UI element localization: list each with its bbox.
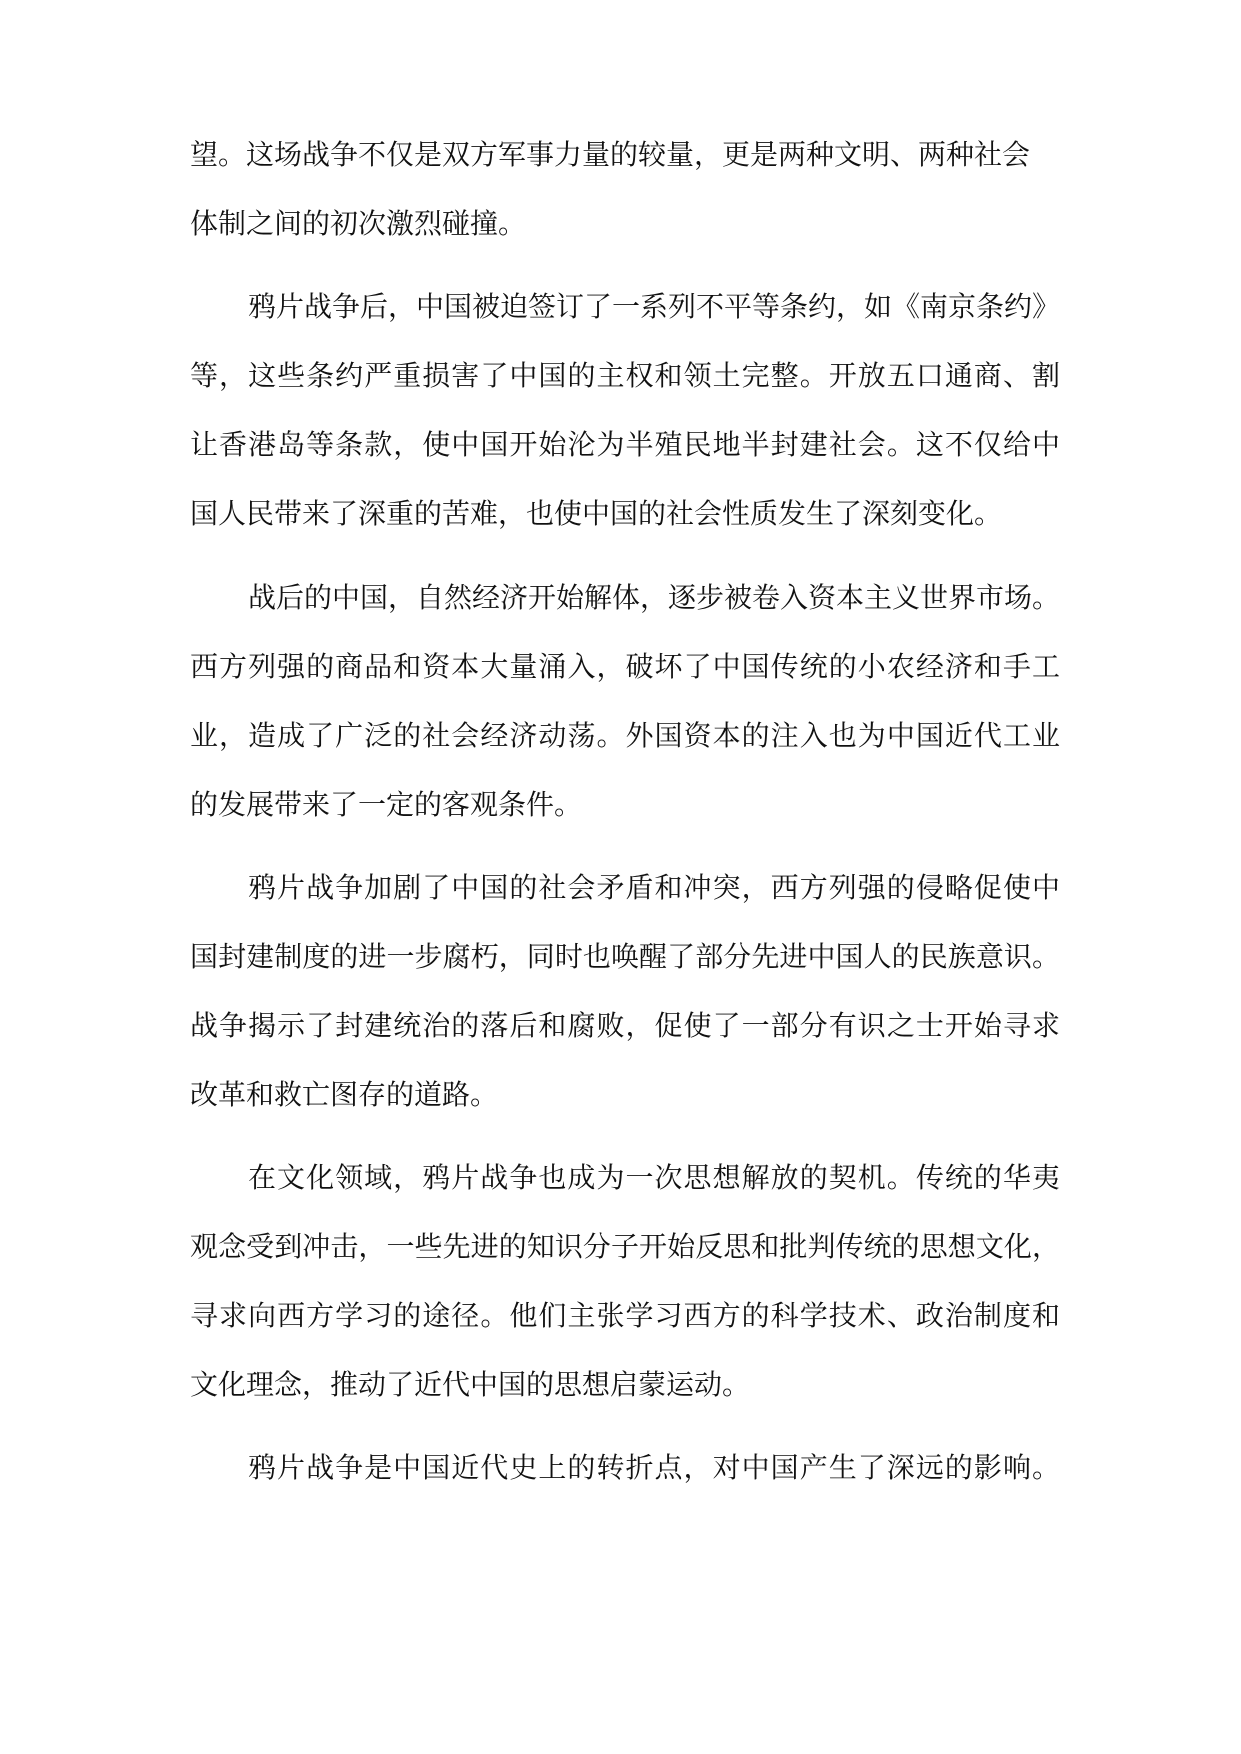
text-line: 让香港岛等条款，使中国开始沦为半殖民地半封建社会。这不仅给中 xyxy=(190,428,1060,461)
text-line: 改革和救亡图存的道路。 xyxy=(190,1078,499,1111)
text-line: 战争揭示了封建统治的落后和腐败，促使了一部分有识之士开始寻求 xyxy=(190,1009,1060,1042)
text-line: 鸦片战争是中国近代史上的转折点，对中国产生了深远的影响。 xyxy=(248,1451,1060,1484)
text-line: 在文化领域，鸦片战争也成为一次思想解放的契机。传统的华夷 xyxy=(248,1161,1060,1194)
text-line: 国人民带来了深重的苦难，也使中国的社会性质发生了深刻变化。 xyxy=(190,497,1003,530)
text-line: 鸦片战争后，中国被迫签订了一系列不平等条约，如《南京条约》 xyxy=(248,290,1061,323)
text-line: 观念受到冲击，一些先进的知识分子开始反思和批判传统的思想文化， xyxy=(190,1230,1060,1263)
text-line: 国封建制度的进一步腐朽，同时也唤醒了部分先进中国人的民族意识。 xyxy=(190,940,1060,973)
text-line: 战后的中国，自然经济开始解体，逐步被卷入资本主义世界市场。 xyxy=(248,581,1061,614)
text-line: 文化理念，推动了近代中国的思想启蒙运动。 xyxy=(190,1368,751,1401)
text-line: 体制之间的初次激烈碰撞。 xyxy=(190,207,527,240)
text-line: 西方列强的商品和资本大量涌入，破坏了中国传统的小农经济和手工 xyxy=(190,650,1060,683)
text-line: 寻求向西方学习的途径。他们主张学习西方的科学技术、政治制度和 xyxy=(190,1299,1060,1332)
text-line: 的发展带来了一定的客观条件。 xyxy=(190,788,583,821)
text-line: 等，这些条约严重损害了中国的主权和领土完整。开放五口通商、割 xyxy=(190,359,1060,392)
text-line: 鸦片战争加剧了中国的社会矛盾和冲突，西方列强的侵略促使中 xyxy=(248,871,1060,904)
text-line: 望。这场战争不仅是双方军事力量的较量，更是两种文明、两种社会 xyxy=(190,138,1031,171)
text-line: 业，造成了广泛的社会经济动荡。外国资本的注入也为中国近代工业 xyxy=(190,719,1060,752)
